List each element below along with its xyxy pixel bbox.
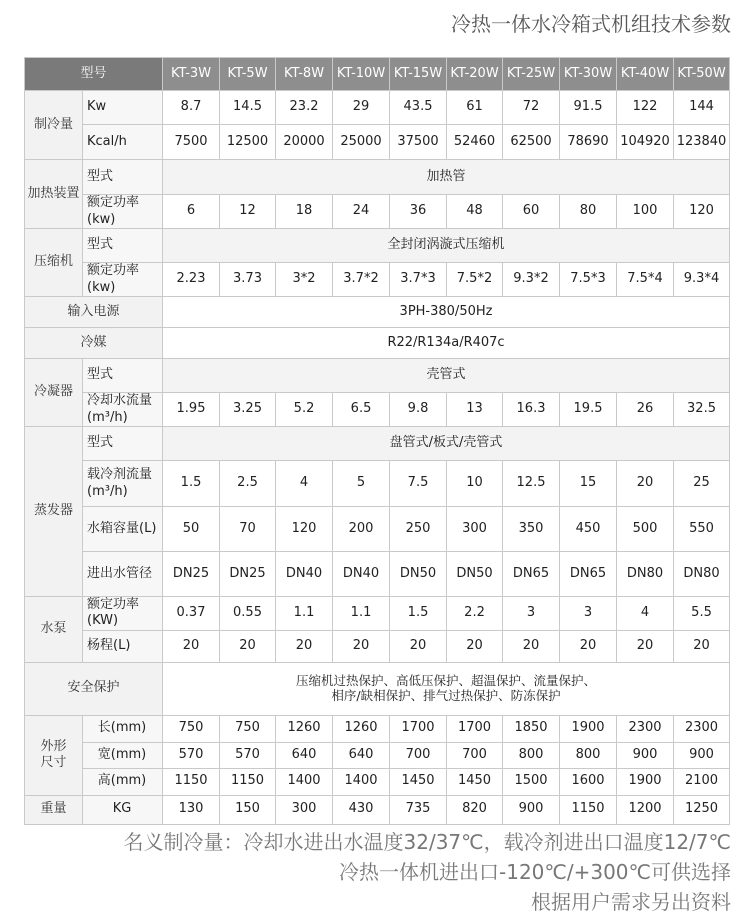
group-cooling: 制冷量 (25, 91, 83, 160)
length-value: 750 (163, 715, 220, 742)
compressor-power-value: 3.7*2 (333, 263, 390, 297)
pipe-size-value: DN40 (333, 552, 390, 597)
evaporator-type-value: 盘管式/板式/壳管式 (163, 427, 730, 461)
label-condenser-type: 型式 (83, 359, 163, 393)
compressor-power-value: 9.3*2 (503, 263, 560, 297)
length-value: 1260 (276, 715, 333, 742)
cooling-kw-value: 91.5 (560, 91, 617, 125)
tank-volume-value: 250 (390, 507, 447, 552)
compressor-power-value: 7.5*4 (617, 263, 674, 297)
model-name: KT-8W (276, 58, 333, 91)
heater-power-value: 48 (447, 195, 503, 229)
compressor-power-value: 2.23 (163, 263, 220, 297)
height-value: 1500 (503, 768, 560, 795)
evaporator-flow-value: 12.5 (503, 461, 560, 507)
table-row (25, 195, 730, 229)
tank-volume-value: 120 (276, 507, 333, 552)
table-row (25, 58, 730, 91)
model-name: KT-40W (617, 58, 674, 91)
height-value: 2100 (674, 768, 730, 795)
pipe-size-value: DN50 (390, 552, 447, 597)
footnote-custom-data: 根据用户需求另出资料 (531, 890, 731, 914)
weight-value: 430 (333, 795, 390, 824)
length-value: 2300 (617, 715, 674, 742)
weight-value: 1200 (617, 795, 674, 824)
compressor-power-value: 3.73 (220, 263, 276, 297)
page-title: 冷热一体水冷箱式机组技术参数 (451, 12, 731, 36)
table-row (25, 715, 730, 742)
evaporator-flow-value: 7.5 (390, 461, 447, 507)
pump-head-value: 20 (674, 630, 730, 662)
pump-head-value: 20 (447, 630, 503, 662)
evaporator-flow-value: 20 (617, 461, 674, 507)
table-row (25, 160, 730, 195)
tank-volume-value: 300 (447, 507, 503, 552)
length-value: 1900 (560, 715, 617, 742)
label-kcal: Kcal/h (83, 125, 163, 160)
pump-power-value: 3 (503, 597, 560, 631)
weight-value: 1150 (560, 795, 617, 824)
model-name: KT-30W (560, 58, 617, 91)
pump-power-value: 3 (560, 597, 617, 631)
pump-head-value: 20 (560, 630, 617, 662)
compressor-type-value: 全封闭涡漩式压缩机 (163, 229, 730, 263)
compressor-power-value: 3*2 (276, 263, 333, 297)
heater-power-value: 80 (560, 195, 617, 229)
model-name: KT-15W (390, 58, 447, 91)
model-name: KT-10W (333, 58, 390, 91)
cooling-kcal-value: 52460 (447, 125, 503, 160)
refrigerant-value: R22/R134a/R407c (163, 328, 730, 359)
condenser-flow-value: 3.25 (220, 393, 276, 427)
group-heater: 加热装置 (25, 160, 83, 229)
condenser-flow-value: 9.8 (390, 393, 447, 427)
evaporator-flow-value: 4 (276, 461, 333, 507)
tank-volume-value: 550 (674, 507, 730, 552)
cooling-kw-value: 122 (617, 91, 674, 125)
label-pipe-size: 进出水管径 (83, 552, 163, 597)
heater-power-value: 60 (503, 195, 560, 229)
label-safety: 安全保护 (25, 662, 163, 715)
width-value: 700 (447, 742, 503, 768)
height-value: 1400 (276, 768, 333, 795)
height-value: 1150 (163, 768, 220, 795)
table-row (25, 427, 730, 461)
table-row (25, 359, 730, 393)
safety-line-2: 相序/缺相保护、排气过热保护、防冻保护 (331, 687, 561, 703)
model-name: KT-25W (503, 58, 560, 91)
evaporator-flow-value: 10 (447, 461, 503, 507)
cooling-kw-value: 8.7 (163, 91, 220, 125)
condenser-flow-value: 16.3 (503, 393, 560, 427)
table-row (25, 125, 730, 160)
weight-value: 150 (220, 795, 276, 824)
condenser-flow-value: 6.5 (333, 393, 390, 427)
heater-power-value: 12 (220, 195, 276, 229)
tank-volume-value: 500 (617, 507, 674, 552)
table-row (25, 795, 730, 824)
cooling-kcal-value: 37500 (390, 125, 447, 160)
pump-head-value: 20 (617, 630, 674, 662)
weight-value: 130 (163, 795, 220, 824)
pipe-size-value: DN80 (617, 552, 674, 597)
group-pump: 水泵 (25, 597, 83, 663)
width-value: 900 (674, 742, 730, 768)
table-row (25, 229, 730, 263)
pump-head-value: 20 (163, 630, 220, 662)
compressor-power-value: 7.5*2 (447, 263, 503, 297)
table-row (25, 91, 730, 125)
cooling-kw-value: 144 (674, 91, 730, 125)
label-width: 宽(mm) (83, 742, 163, 768)
heater-type-value: 加热管 (163, 160, 730, 195)
footnote-nominal-capacity: 名义制冷量：冷却水进出水温度32/37℃，载冷剂进出口温度12/7℃ (123, 830, 731, 854)
pump-head-value: 20 (333, 630, 390, 662)
label-evaporator-type: 型式 (83, 427, 163, 461)
pump-power-value: 1.1 (333, 597, 390, 631)
label-tank-volume: 水箱容量(L) (83, 507, 163, 552)
pump-head-value: 20 (276, 630, 333, 662)
weight-value: 900 (503, 795, 560, 824)
tank-volume-value: 450 (560, 507, 617, 552)
table-row (25, 768, 730, 795)
label-kg: KG (83, 795, 163, 824)
label-condenser-flow: 冷却水流量(m³/h) (83, 393, 163, 427)
compressor-power-value: 7.5*3 (560, 263, 617, 297)
compressor-power-value: 9.3*4 (674, 263, 730, 297)
model-name: KT-5W (220, 58, 276, 91)
width-value: 570 (163, 742, 220, 768)
length-value: 1260 (333, 715, 390, 742)
spec-table (24, 57, 730, 825)
pump-head-value: 20 (220, 630, 276, 662)
label-compressor-type: 型式 (83, 229, 163, 263)
safety-line-1: 压缩机过热保护、高低压保护、超温保护、流量保护、 (296, 673, 597, 689)
tank-volume-value: 350 (503, 507, 560, 552)
cooling-kcal-value: 7500 (163, 125, 220, 160)
table-row (25, 507, 730, 552)
width-value: 900 (617, 742, 674, 768)
cooling-kcal-value: 78690 (560, 125, 617, 160)
tank-volume-value: 50 (163, 507, 220, 552)
condenser-type-value: 壳管式 (163, 359, 730, 393)
cooling-kcal-value: 25000 (333, 125, 390, 160)
condenser-flow-value: 13 (447, 393, 503, 427)
height-value: 1400 (333, 768, 390, 795)
label-refrigerant: 冷媒 (25, 328, 163, 359)
group-evaporator: 蒸发器 (25, 427, 83, 597)
label-heater-power: 额定功率(kw) (83, 195, 163, 229)
height-value: 1900 (617, 768, 674, 795)
pump-power-value: 1.5 (390, 597, 447, 631)
table-row (25, 461, 730, 507)
condenser-flow-value: 26 (617, 393, 674, 427)
pump-power-value: 0.37 (163, 597, 220, 631)
pump-head-value: 20 (503, 630, 560, 662)
condenser-flow-value: 1.95 (163, 393, 220, 427)
label-length: 长(mm) (83, 715, 163, 742)
height-value: 1150 (220, 768, 276, 795)
label-pump-power: 额定功率(KW) (83, 597, 163, 631)
power-supply-value: 3PH-380/50Hz (163, 297, 730, 328)
label-height: 高(mm) (83, 768, 163, 795)
cooling-kw-value: 23.2 (276, 91, 333, 125)
pipe-size-value: DN25 (163, 552, 220, 597)
pump-power-value: 5.5 (674, 597, 730, 631)
cooling-kcal-value: 104920 (617, 125, 674, 160)
cooling-kw-value: 43.5 (390, 91, 447, 125)
length-value: 750 (220, 715, 276, 742)
group-weight: 重量 (25, 795, 83, 824)
pipe-size-value: DN25 (220, 552, 276, 597)
label-evaporator-flow: 载冷剂流量(m³/h) (83, 461, 163, 507)
heater-power-value: 120 (674, 195, 730, 229)
cooling-kcal-value: 12500 (220, 125, 276, 160)
table-row (25, 630, 730, 662)
heater-power-value: 6 (163, 195, 220, 229)
compressor-power-value: 3.7*3 (390, 263, 447, 297)
group-compressor: 压缩机 (25, 229, 83, 297)
table-row (25, 597, 730, 631)
label-heater-type: 型式 (83, 160, 163, 195)
label-compressor-power: 额定功率(kw) (83, 263, 163, 297)
model-header: 型号 (25, 58, 163, 91)
evaporator-flow-value: 2.5 (220, 461, 276, 507)
table-row (25, 742, 730, 768)
length-value: 1700 (447, 715, 503, 742)
label-pump-head: 杨程(L) (83, 630, 163, 662)
evaporator-flow-value: 1.5 (163, 461, 220, 507)
length-value: 1850 (503, 715, 560, 742)
pipe-size-value: DN65 (560, 552, 617, 597)
weight-value: 1250 (674, 795, 730, 824)
table-row (25, 328, 730, 359)
width-value: 570 (220, 742, 276, 768)
pump-power-value: 4 (617, 597, 674, 631)
pump-power-value: 2.2 (447, 597, 503, 631)
pipe-size-value: DN40 (276, 552, 333, 597)
condenser-flow-value: 5.2 (276, 393, 333, 427)
label-power-supply: 输入电源 (25, 297, 163, 328)
cooling-kw-value: 14.5 (220, 91, 276, 125)
cooling-kcal-value: 62500 (503, 125, 560, 160)
table-row (25, 662, 730, 715)
pump-head-value: 20 (390, 630, 447, 662)
table-row (25, 552, 730, 597)
evaporator-flow-value: 15 (560, 461, 617, 507)
table-row (25, 393, 730, 427)
condenser-flow-value: 19.5 (560, 393, 617, 427)
weight-value: 820 (447, 795, 503, 824)
pipe-size-value: DN65 (503, 552, 560, 597)
cooling-kw-value: 61 (447, 91, 503, 125)
evaporator-flow-value: 5 (333, 461, 390, 507)
group-dimensions: 外形尺寸 (25, 715, 83, 795)
height-value: 1600 (560, 768, 617, 795)
tank-volume-value: 70 (220, 507, 276, 552)
pipe-size-value: DN80 (674, 552, 730, 597)
length-value: 1700 (390, 715, 447, 742)
pump-power-value: 1.1 (276, 597, 333, 631)
group-condenser: 冷凝器 (25, 359, 83, 427)
model-name: KT-3W (163, 58, 220, 91)
weight-value: 300 (276, 795, 333, 824)
heater-power-value: 24 (333, 195, 390, 229)
cooling-kw-value: 29 (333, 91, 390, 125)
height-value: 1450 (390, 768, 447, 795)
width-value: 640 (276, 742, 333, 768)
table-row (25, 263, 730, 297)
weight-value: 735 (390, 795, 447, 824)
width-value: 700 (390, 742, 447, 768)
pump-power-value: 0.55 (220, 597, 276, 631)
width-value: 800 (503, 742, 560, 768)
cooling-kcal-value: 20000 (276, 125, 333, 160)
heater-power-value: 100 (617, 195, 674, 229)
heater-power-value: 36 (390, 195, 447, 229)
evaporator-flow-value: 25 (674, 461, 730, 507)
condenser-flow-value: 32.5 (674, 393, 730, 427)
model-name: KT-50W (674, 58, 730, 91)
height-value: 1450 (447, 768, 503, 795)
length-value: 2300 (674, 715, 730, 742)
width-value: 800 (560, 742, 617, 768)
pipe-size-value: DN50 (447, 552, 503, 597)
model-name: KT-20W (447, 58, 503, 91)
footnote-temperature-range: 冷热一体机进出口-120℃/+300℃可供选择 (339, 860, 731, 884)
tank-volume-value: 200 (333, 507, 390, 552)
table-row (25, 297, 730, 328)
cooling-kw-value: 72 (503, 91, 560, 125)
cooling-kcal-value: 123840 (674, 125, 730, 160)
heater-power-value: 18 (276, 195, 333, 229)
width-value: 640 (333, 742, 390, 768)
label-kw: Kw (83, 91, 163, 125)
safety-value (163, 662, 730, 715)
